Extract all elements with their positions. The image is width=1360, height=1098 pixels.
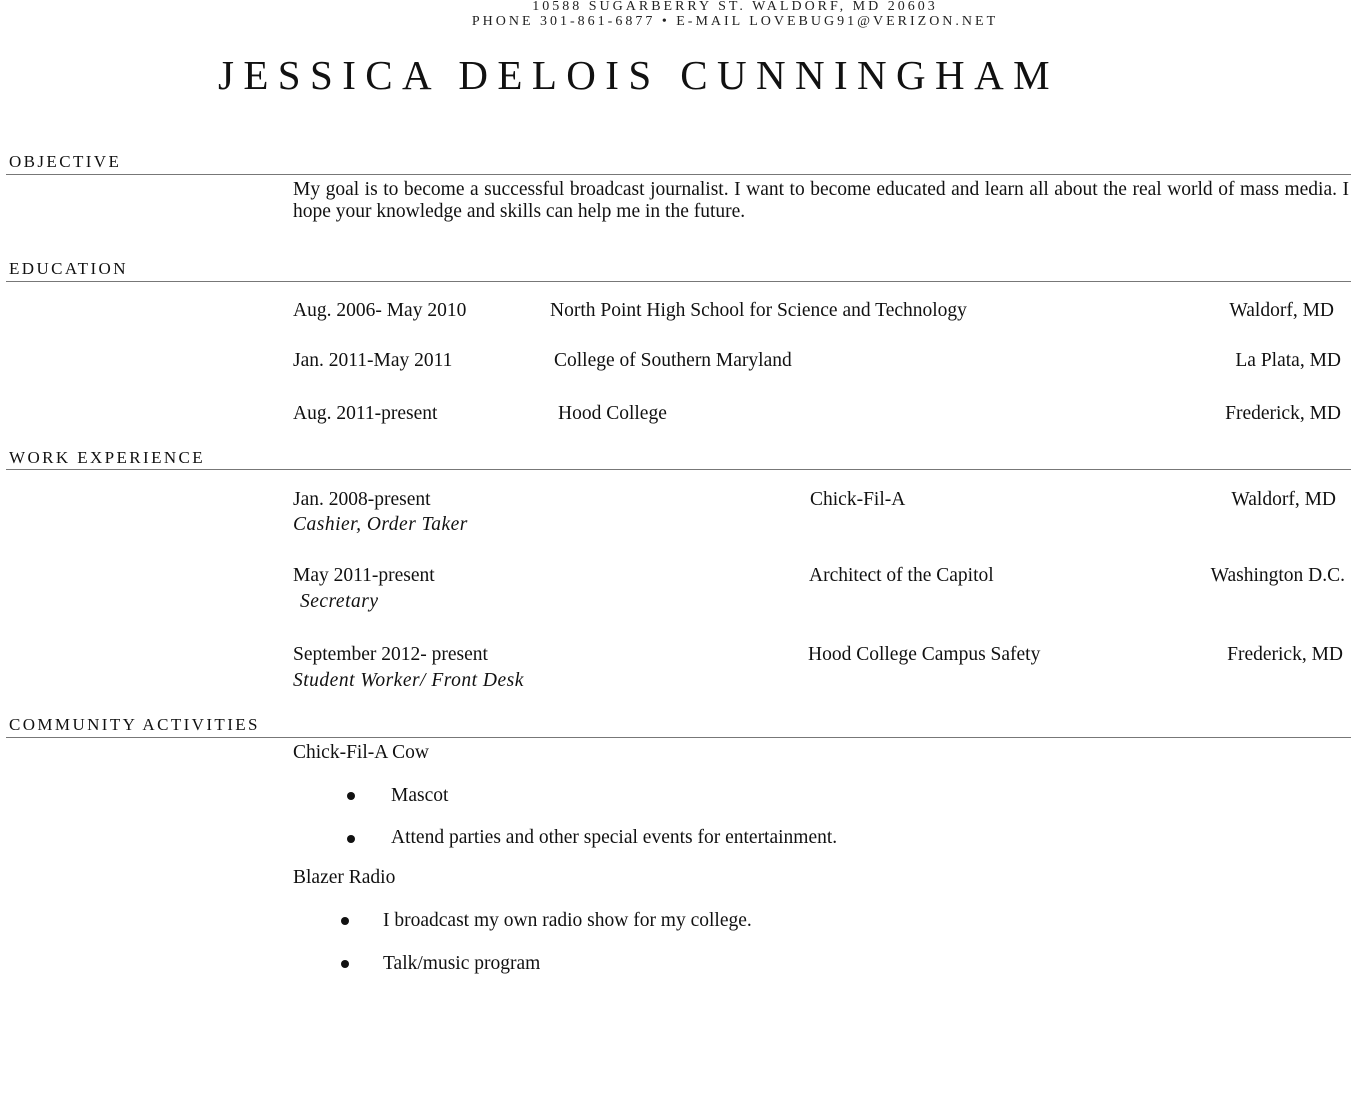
objective-divider bbox=[6, 174, 1351, 175]
objective-heading: OBJECTIVE bbox=[9, 152, 122, 171]
work-dates: September 2012- present bbox=[293, 644, 488, 665]
activity-bullet-text: I broadcast my own radio show for my college. bbox=[383, 910, 752, 931]
education-dates: Aug. 2006- May 2010 bbox=[293, 300, 467, 321]
bullet-icon bbox=[347, 792, 355, 800]
work-location: Washington D.C. bbox=[1210, 565, 1345, 586]
resume-name: JESSICA DELOIS CUNNINGHAM bbox=[218, 52, 1059, 98]
work-heading: WORK EXPERIENCE bbox=[9, 448, 206, 467]
work-employer: Chick-Fil-A bbox=[810, 489, 906, 510]
work-role: Student Worker/ Front Desk bbox=[293, 670, 524, 691]
activity-group-name: Blazer Radio bbox=[293, 867, 396, 888]
work-divider bbox=[6, 469, 1351, 470]
activity-bullet-text: Attend parties and other special events for entertainment. bbox=[391, 827, 838, 848]
work-location: Frederick, MD bbox=[1227, 644, 1343, 665]
work-employer: Architect of the Capitol bbox=[809, 565, 994, 586]
education-location: Waldorf, MD bbox=[1229, 300, 1334, 321]
education-divider bbox=[6, 281, 1351, 282]
community-divider bbox=[6, 737, 1351, 738]
work-employer: Hood College Campus Safety bbox=[808, 644, 1041, 665]
work-role: Secretary bbox=[300, 591, 379, 612]
education-dates: Aug. 2011-present bbox=[293, 403, 438, 424]
work-dates: Jan. 2008-present bbox=[293, 489, 431, 510]
education-school: North Point High School for Science and Technology bbox=[550, 300, 967, 321]
work-dates: May 2011-present bbox=[293, 565, 435, 586]
bullet-icon bbox=[341, 917, 349, 925]
education-school: College of Southern Maryland bbox=[554, 350, 792, 371]
objective-text: My goal is to become a successful broadcast journalist. I want to become educated and learn all about the real world of mass media. I hope your knowledge and skills can help me in the future. bbox=[293, 179, 1349, 222]
bullet-icon bbox=[347, 835, 355, 843]
work-location: Waldorf, MD bbox=[1231, 489, 1336, 510]
education-location: Frederick, MD bbox=[1225, 403, 1341, 424]
education-heading: EDUCATION bbox=[9, 259, 128, 278]
education-location: La Plata, MD bbox=[1235, 350, 1341, 371]
contact-phone-email: PHONE 301-861-6877 • E-MAIL LOVEBUG91@VERIZON.NET bbox=[471, 14, 999, 29]
education-school: Hood College bbox=[558, 403, 667, 424]
education-dates: Jan. 2011-May 2011 bbox=[293, 350, 453, 371]
work-role: Cashier, Order Taker bbox=[293, 514, 468, 535]
activity-group-name: Chick-Fil-A Cow bbox=[293, 742, 429, 763]
contact-address: 10588 SUGARBERRY ST. WALDORF, MD 20603 bbox=[532, 0, 938, 14]
activity-bullet-text: Mascot bbox=[391, 785, 449, 806]
activity-bullet-text: Talk/music program bbox=[383, 953, 541, 974]
community-heading: COMMUNITY ACTIVITIES bbox=[9, 715, 260, 734]
bullet-icon bbox=[341, 960, 349, 968]
